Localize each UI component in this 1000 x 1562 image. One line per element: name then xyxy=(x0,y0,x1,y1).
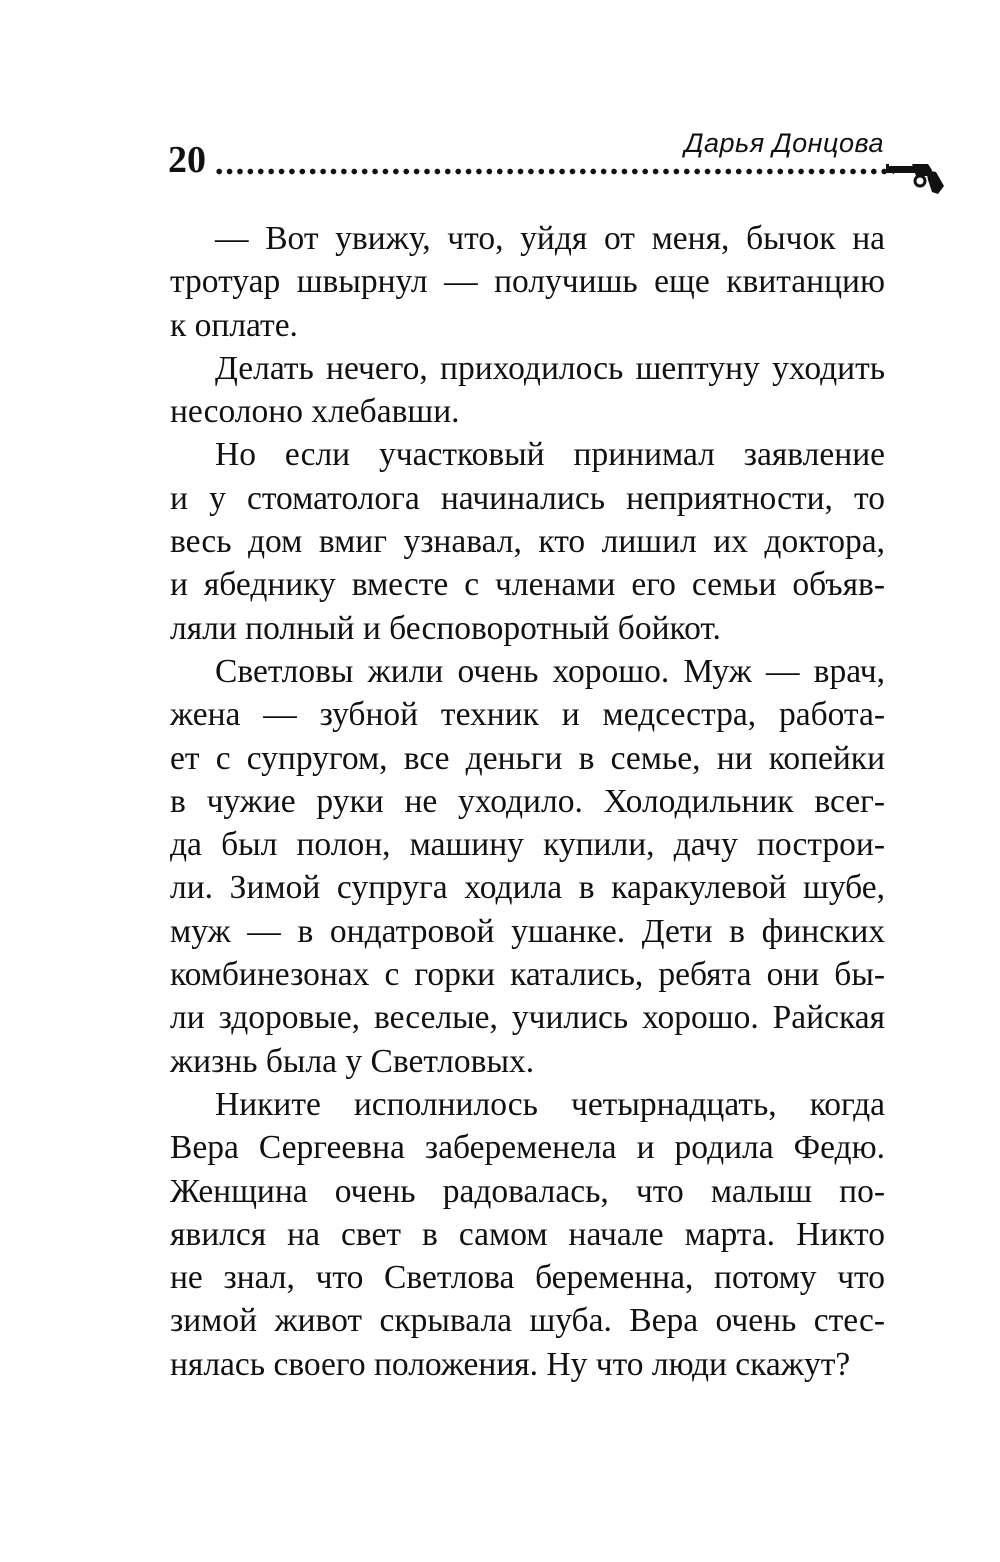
running-header-author: Дарья Донцова xyxy=(684,128,884,158)
text-line: ли здоровые, веселые, учились хорошо. Райская xyxy=(170,999,885,1037)
text-line: в чужие руки не уходило. Холодильник всег- xyxy=(170,782,885,820)
text-line: Вера Сергеевна забеременела и родила Федю. xyxy=(170,1129,885,1167)
text-line: тротуар швырнул — получишь еще квитанцию xyxy=(170,263,885,301)
text-line: зимой живот скрывала шуба. Вера очень стес- xyxy=(170,1302,885,1340)
text-line: весь дом вмиг узнавал, кто лишил их доктора, xyxy=(170,523,885,561)
text-line: не знал, что Светлова беременна, потому что xyxy=(170,1259,885,1297)
text-line: Но если участковый принимал заявление xyxy=(215,436,885,474)
paragraph xyxy=(170,650,885,1083)
text-line: и ябеднику вместе с членами его семьи объяв- xyxy=(170,566,885,604)
text-line: Делать нечего, приходилось шептуну уходить xyxy=(215,349,885,387)
dot-leader xyxy=(214,168,894,175)
revolver-icon xyxy=(886,160,946,200)
page-number: 20 xyxy=(168,139,206,181)
text-line: Светловы жили очень хорошо. Муж — врач, xyxy=(215,652,885,690)
paragraph xyxy=(170,217,885,347)
text-line: Женщина очень радовалась, что малыш по- xyxy=(170,1172,885,1210)
paragraph xyxy=(170,347,885,434)
text-line: ли. Зимой супруга ходила в каракулевой шубе, xyxy=(170,869,885,907)
text-line: и у стоматолога начинались неприятности, то xyxy=(170,479,885,517)
text-line: нялась своего положения. Ну что люди скажут? xyxy=(170,1345,851,1383)
paragraph xyxy=(170,1083,885,1386)
text-line: ляли полный и бесповоротный бойкот. xyxy=(170,609,721,647)
text-line: несолоно хлебавши. xyxy=(170,393,460,431)
text-line: Никите исполнилось четырнадцать, когда xyxy=(215,1085,885,1123)
text-line: к оплате. xyxy=(170,306,298,344)
text-line: жена — зубной техник и медсестра, работа- xyxy=(170,696,885,734)
text-line: ет с супругом, все деньги в семье, ни копейки xyxy=(170,739,885,777)
text-line: муж — в ондатровой ушанке. Дети в финских xyxy=(170,912,885,950)
text-line: жизнь была у Светловых. xyxy=(170,1042,535,1080)
text-line: комбинезонах с горки катались, ребята они бы- xyxy=(170,956,885,994)
text-line: явился на свет в самом начале марта. Никто xyxy=(170,1215,885,1253)
body-text xyxy=(170,217,885,1386)
text-line: да был полон, машину купили, дачу построи- xyxy=(170,826,885,864)
text-line: — Вот увижу, что, уйдя от меня, бычок на xyxy=(215,220,885,257)
paragraph xyxy=(170,433,885,649)
